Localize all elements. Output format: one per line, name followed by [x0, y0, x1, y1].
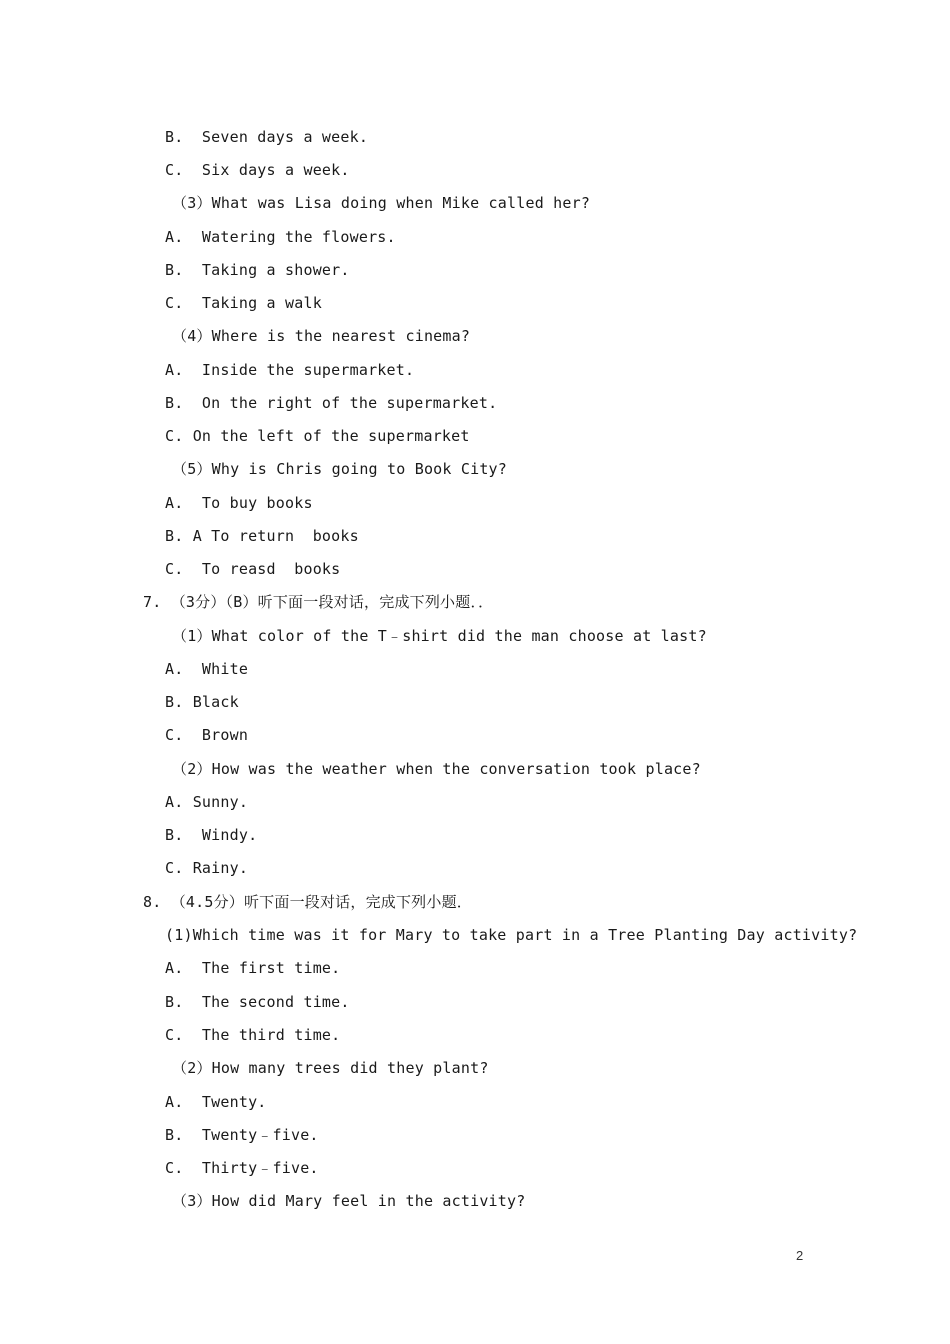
option-c-third: C. The third time.: [165, 1026, 341, 1044]
option-a-watering: A. Watering the flowers.: [165, 228, 396, 246]
option-b-twenty-five: B. Twenty﹣five.: [165, 1126, 319, 1144]
option-b-second: B. The second time.: [165, 993, 350, 1011]
option-a-white: A. White: [165, 660, 249, 678]
option-b-black: B. Black: [165, 693, 239, 711]
question-5-chris: （5）Why is Chris going to Book City?: [172, 460, 508, 478]
question-7-1: （1）What color of the T﹣shirt did the man choose at last?: [172, 627, 707, 645]
question-7-2: （2）How was the weather when the conversation took place?: [172, 760, 701, 778]
option-a-sunny: A. Sunny.: [165, 793, 249, 811]
page-number: 2: [796, 1248, 804, 1263]
option-b-seven-days: B. Seven days a week.: [165, 128, 369, 146]
option-c-brown: C. Brown: [165, 726, 249, 744]
option-b-right: B. On the right of the supermarket.: [165, 394, 498, 412]
option-c-read: C. To reasd books: [165, 560, 341, 578]
option-c-rainy: C. Rainy.: [165, 859, 249, 877]
option-c-walk: C. Taking a walk: [165, 294, 322, 312]
option-b-windy: B. Windy.: [165, 826, 258, 844]
option-b-return: B. A To return books: [165, 527, 359, 545]
option-a-twenty: A. Twenty.: [165, 1093, 267, 1111]
option-a-first: A. The first time.: [165, 959, 341, 977]
question-8-heading: 8. （4.5分）听下面一段对话，完成下列小题．: [143, 893, 472, 911]
option-c-thirty-five: C. Thirty﹣five.: [165, 1159, 319, 1177]
question-8-2: （2）How many trees did they plant?: [172, 1059, 489, 1077]
question-7-heading: 7. （3分）（B）听下面一段对话，完成下列小题．．: [143, 593, 494, 611]
question-8-3: （3）How did Mary feel in the activity?: [172, 1192, 526, 1210]
question-4-cinema: （4）Where is the nearest cinema?: [172, 327, 471, 345]
option-c-left: C. On the left of the supermarket: [165, 427, 470, 445]
option-b-shower: B. Taking a shower.: [165, 261, 350, 279]
question-3-lisa: （3）What was Lisa doing when Mike called her?: [172, 194, 591, 212]
question-8-1: (1)Which time was it for Mary to take part in a Tree Planting Day activity?: [165, 926, 858, 944]
option-a-inside: A. Inside the supermarket.: [165, 361, 415, 379]
option-c-six-days: C. Six days a week.: [165, 161, 350, 179]
option-a-buy: A. To buy books: [165, 494, 313, 512]
